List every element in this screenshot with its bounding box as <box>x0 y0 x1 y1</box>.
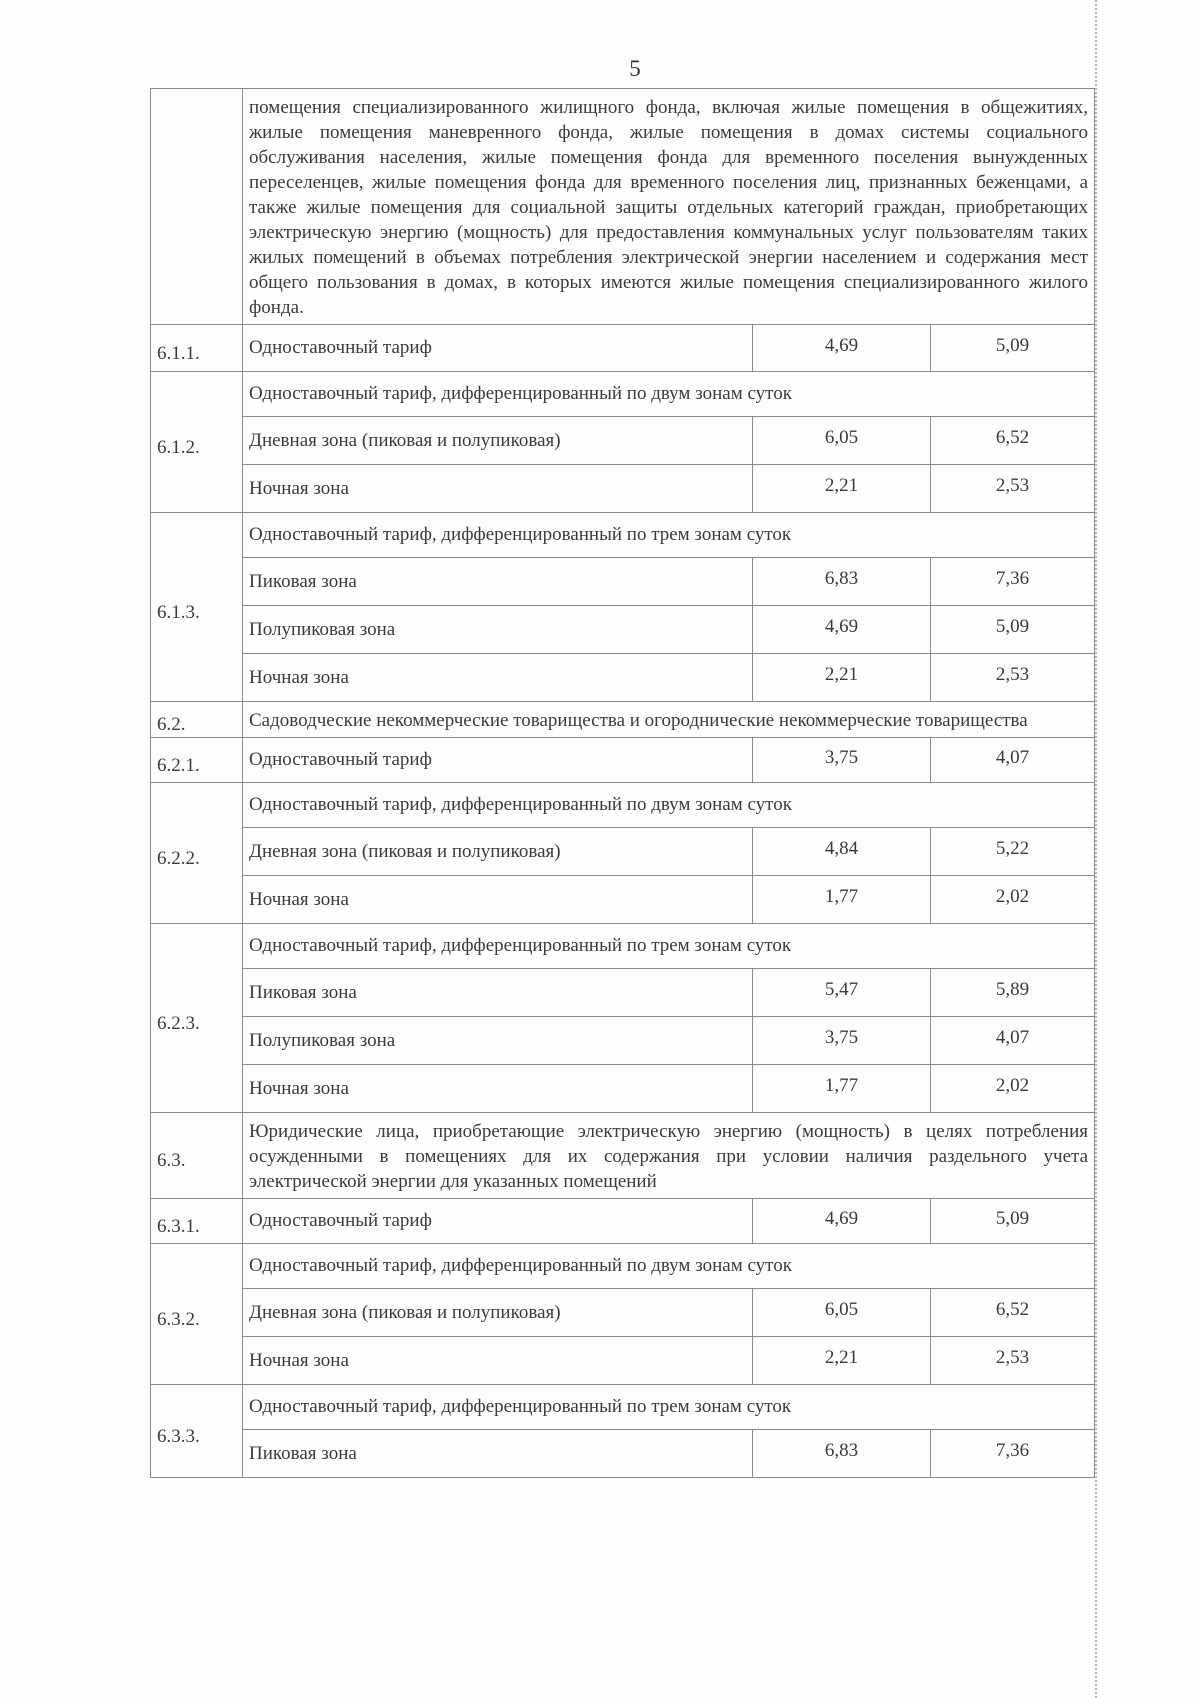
tariff-value-2: 7,36 <box>931 1430 1095 1478</box>
table-row <box>151 325 1095 372</box>
tariff-value-1: 1,77 <box>753 876 931 924</box>
tariff-value-1: 2,21 <box>753 1337 931 1385</box>
tariff-value-1: 6,83 <box>753 1430 931 1478</box>
tariff-table <box>150 88 1095 1478</box>
category-description: помещения специализированного жилищного фонда, включая жилые помещения в общежитиях, жилые помещения маневренного фонда, жилые помещения в домах системы социального обслуживания населения, жилые помещения фонда для временного поселения вынужденных переселенцев, жилые помещения фонда для временного поселения лиц, признанных беженцами, а также жилые помещения для социальной защиты отдельных категорий граждан, приобретающих электрическую энергию (мощность) для предоставления коммунальных услуг пользователям таких жилых помещений в объемах потребления электрической энергии населением и содержания мест общего пользования в домах, в которых имеются жилые помещения специализированного жилого фонда. <box>243 89 1095 325</box>
table-row <box>151 1199 1095 1244</box>
tariff-value-1: 2,21 <box>753 654 931 702</box>
table-row <box>151 1244 1095 1289</box>
tariff-value-2: 5,09 <box>931 1199 1095 1244</box>
zone-label: Дневная зона (пиковая и полупиковая) <box>243 828 753 876</box>
table-row <box>151 1430 1095 1478</box>
table-row <box>151 654 1095 702</box>
row-number-cell: 6.3. <box>151 1113 243 1199</box>
category-heading: Садоводческие некоммерческие товарищества и огороднические некоммерческие товарищества <box>243 702 1095 738</box>
tariff-value-2: 5,09 <box>931 606 1095 654</box>
table-row <box>151 372 1095 417</box>
table-row <box>151 1385 1095 1430</box>
row-number-cell: 6.1.2. <box>151 372 243 513</box>
tariff-value-1: 4,69 <box>753 606 931 654</box>
tariff-value-2: 2,53 <box>931 465 1095 513</box>
row-number-cell <box>151 89 243 325</box>
zone-label: Полупиковая зона <box>243 606 753 654</box>
row-number-cell: 6.2. <box>151 702 243 738</box>
zone-label: Ночная зона <box>243 654 753 702</box>
tariff-value-1: 2,21 <box>753 465 931 513</box>
zone-label: Дневная зона (пиковая и полупиковая) <box>243 1289 753 1337</box>
table-row <box>151 1113 1095 1199</box>
tariff-value-1: 6,05 <box>753 1289 931 1337</box>
row-number-cell: 6.3.2. <box>151 1244 243 1385</box>
table-row <box>151 924 1095 969</box>
row-number-cell: 6.3.1. <box>151 1199 243 1244</box>
tariff-label: Одноставочный тариф <box>243 1199 753 1244</box>
tariff-value-1: 3,75 <box>753 738 931 783</box>
page-number: 5 <box>629 56 641 81</box>
tariff-value-2: 2,02 <box>931 1065 1095 1113</box>
table-row <box>151 1337 1095 1385</box>
tariff-value-2: 6,52 <box>931 1289 1095 1337</box>
table-row <box>151 876 1095 924</box>
zone-label: Дневная зона (пиковая и полупиковая) <box>243 417 753 465</box>
tariff-value-2: 2,53 <box>931 1337 1095 1385</box>
tariff-value-1: 6,05 <box>753 417 931 465</box>
tariff-value-2: 2,53 <box>931 654 1095 702</box>
binding-edge-line <box>1095 0 1097 1698</box>
tariff-group-label: Одноставочный тариф, дифференцированный по двум зонам суток <box>243 783 1095 828</box>
table-row <box>151 465 1095 513</box>
tariff-value-1: 5,47 <box>753 969 931 1017</box>
tariff-value-2: 5,89 <box>931 969 1095 1017</box>
table-row <box>151 783 1095 828</box>
zone-label: Полупиковая зона <box>243 1017 753 1065</box>
tariff-value-1: 6,83 <box>753 558 931 606</box>
row-number-cell: 6.1.1. <box>151 325 243 372</box>
tariff-value-2: 6,52 <box>931 417 1095 465</box>
tariff-value-1: 1,77 <box>753 1065 931 1113</box>
tariff-value-2: 4,07 <box>931 1017 1095 1065</box>
table-row <box>151 89 1095 325</box>
tariff-value-2: 5,22 <box>931 828 1095 876</box>
category-heading: Юридические лица, приобретающие электрическую энергию (мощность) в целях потребления осужденными в помещениях для их содержания при условии наличия раздельного учета электрической энергии для указанных помещений <box>243 1113 1095 1199</box>
table-row <box>151 513 1095 558</box>
tariff-value-2: 4,07 <box>931 738 1095 783</box>
zone-label: Ночная зона <box>243 1065 753 1113</box>
table-row <box>151 828 1095 876</box>
tariff-value-1: 3,75 <box>753 1017 931 1065</box>
row-number-cell: 6.2.1. <box>151 738 243 783</box>
zone-label: Пиковая зона <box>243 969 753 1017</box>
tariff-value-2: 5,09 <box>931 325 1095 372</box>
tariff-value-2: 7,36 <box>931 558 1095 606</box>
tariff-value-2: 2,02 <box>931 876 1095 924</box>
table-row <box>151 606 1095 654</box>
tariff-label: Одноставочный тариф <box>243 738 753 783</box>
tariff-group-label: Одноставочный тариф, дифференцированный по двум зонам суток <box>243 1244 1095 1289</box>
row-number-cell: 6.2.2. <box>151 783 243 924</box>
tariff-value-1: 4,69 <box>753 325 931 372</box>
tariff-label: Одноставочный тариф <box>243 325 753 372</box>
table-row <box>151 558 1095 606</box>
table-row <box>151 1065 1095 1113</box>
tariff-value-1: 4,69 <box>753 1199 931 1244</box>
table-row <box>151 417 1095 465</box>
zone-label: Ночная зона <box>243 1337 753 1385</box>
table-row <box>151 702 1095 738</box>
table-row <box>151 1017 1095 1065</box>
tariff-group-label: Одноставочный тариф, дифференцированный по трем зонам суток <box>243 1385 1095 1430</box>
zone-label: Пиковая зона <box>243 558 753 606</box>
tariff-group-label: Одноставочный тариф, дифференцированный по трем зонам суток <box>243 513 1095 558</box>
row-number-cell: 6.2.3. <box>151 924 243 1113</box>
table-row <box>151 969 1095 1017</box>
table-row <box>151 738 1095 783</box>
zone-label: Ночная зона <box>243 465 753 513</box>
tariff-value-1: 4,84 <box>753 828 931 876</box>
zone-label: Пиковая зона <box>243 1430 753 1478</box>
tariff-group-label: Одноставочный тариф, дифференцированный по трем зонам суток <box>243 924 1095 969</box>
tariff-group-label: Одноставочный тариф, дифференцированный по двум зонам суток <box>243 372 1095 417</box>
table-row <box>151 1289 1095 1337</box>
row-number-cell: 6.3.3. <box>151 1385 243 1478</box>
row-number-cell: 6.1.3. <box>151 513 243 702</box>
zone-label: Ночная зона <box>243 876 753 924</box>
